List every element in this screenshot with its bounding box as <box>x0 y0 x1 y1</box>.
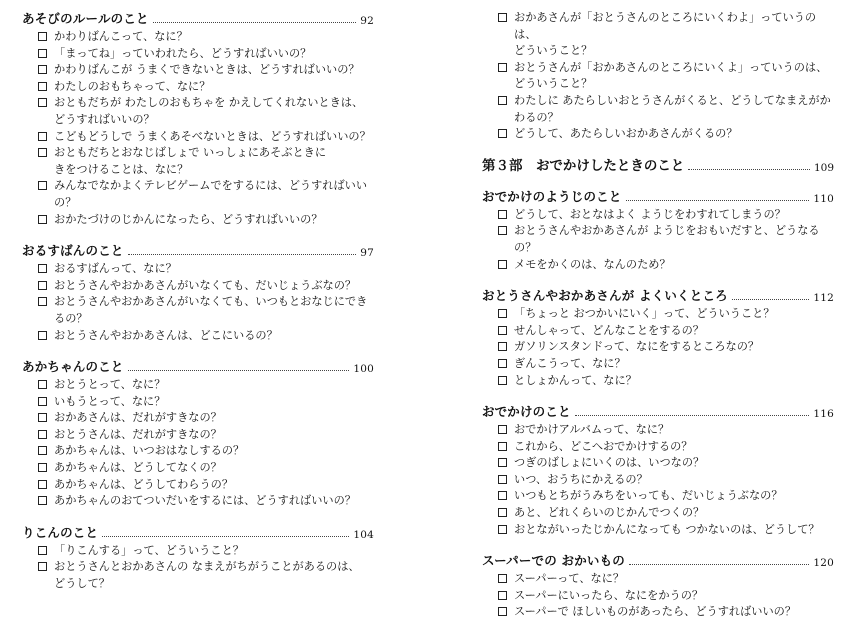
question-item <box>22 145 374 178</box>
question-item <box>22 543 374 560</box>
question-text: おるすばんって、なに？ <box>54 262 177 276</box>
question-item <box>22 278 374 295</box>
leader-dots <box>732 299 809 300</box>
checkbox-icon[interactable] <box>38 430 47 439</box>
question-item <box>482 455 834 472</box>
question-text: あかちゃんは、どうしてなくの？ <box>54 461 222 475</box>
question-text: おとうさんは、だれがすきなの？ <box>54 427 222 441</box>
question-text: あと、どれくらいのじかんでつくの？ <box>514 506 705 520</box>
question-item <box>22 559 374 592</box>
question-list <box>482 422 834 538</box>
question-item <box>482 60 834 93</box>
question-list <box>22 377 374 510</box>
question-text: わたしのおもちゃって、なに？ <box>54 79 211 93</box>
checkbox-icon[interactable] <box>498 376 507 385</box>
section-title: あかちゃんのこと <box>22 359 124 375</box>
question-item <box>22 394 374 411</box>
section-page-number: 92 <box>360 15 374 27</box>
question-item <box>482 323 834 340</box>
question-text: おとうさんとおかあさんの なまえがちがうことがあるのは、 どうして？ <box>54 560 360 591</box>
question-text: おともだちが わたしのおもちゃを かえしてくれないときは、 どうすればいいの？ <box>54 96 364 126</box>
question-text: おとうさんやおかあさんがいなくても、だいじょうぶなの？ <box>54 278 357 292</box>
question-list <box>22 543 374 593</box>
checkbox-icon[interactable] <box>498 508 507 517</box>
section-page-number: 110 <box>813 192 834 205</box>
question-text: おともだちとおなじばしょで いっしょにあそぶときに きをつけることは、なに？ <box>54 146 327 176</box>
question-item <box>22 29 374 46</box>
question-item <box>482 257 834 274</box>
question-text: おかあさんは、だれがすきなの？ <box>54 411 222 425</box>
part-page-number: 109 <box>813 161 834 174</box>
checkbox-icon[interactable] <box>38 413 47 422</box>
question-text: おとうさんやおかあさんが ようじをおもいだすと、どうなるの？ <box>514 224 820 254</box>
checkbox-icon[interactable] <box>38 281 47 290</box>
checkbox-icon[interactable] <box>498 475 507 484</box>
question-item <box>482 488 834 505</box>
question-text: 「りこんする」って、どういうこと？ <box>54 543 244 557</box>
question-list <box>482 207 834 273</box>
section-heading <box>22 522 374 541</box>
question-item <box>482 604 834 621</box>
question-item <box>22 460 374 477</box>
checkbox-icon[interactable] <box>498 63 507 72</box>
question-item <box>482 472 834 489</box>
checkbox-icon[interactable] <box>498 129 507 138</box>
question-item <box>482 422 834 439</box>
question-text: これから、どこへおでかけするの？ <box>514 439 693 453</box>
section-heading <box>482 550 834 569</box>
section-title: おでかけのようじのこと <box>482 188 622 204</box>
checkbox-icon[interactable] <box>498 491 507 500</box>
part-title: 第３部 おでかけしたときのこと <box>482 157 685 174</box>
section-page-number: 116 <box>813 408 834 421</box>
question-item <box>482 126 834 143</box>
checkbox-icon[interactable] <box>38 148 47 157</box>
question-item <box>482 439 834 456</box>
section-title: おるすばんのこと <box>22 243 124 259</box>
question-text: いもうとって、なに？ <box>54 394 166 408</box>
leader-dots <box>575 415 810 416</box>
section-heading <box>482 186 834 205</box>
section-title: おでかけのこと <box>482 404 571 420</box>
question-list <box>22 29 374 228</box>
question-item <box>22 377 374 394</box>
leader-dots <box>153 22 356 23</box>
question-item <box>22 129 374 146</box>
question-item <box>482 588 834 605</box>
question-text: わたしに あたらしいおとうさんがくると、どうしてなまえがかわるの？ <box>514 93 831 124</box>
question-text: としょかんって、なに？ <box>514 373 637 387</box>
question-text: いつもとちがうみちをいっても、だいじょうぶなの？ <box>514 489 783 503</box>
question-text: こどもどうしで うまくあそべないときは、どうすればいいの？ <box>54 129 371 143</box>
left-column <box>22 8 374 593</box>
question-list <box>482 306 834 389</box>
question-text: かわりばんこって、なに？ <box>54 30 188 43</box>
question-text: おとうとって、なに？ <box>54 378 166 392</box>
question-text: おとうさんやおかあさんがいなくても、いつもとおなじにできるの？ <box>54 295 368 325</box>
part-heading <box>482 155 834 174</box>
question-text: かわりばんこが うまくできないときは、どうすればいいの？ <box>54 63 360 77</box>
checkbox-icon[interactable] <box>38 215 47 224</box>
question-text: 「まってね」っていわれたら、どうすればいいの？ <box>54 46 312 60</box>
question-item <box>22 261 374 278</box>
question-text: どうして、おとなはよく ようじをわすれてしまうの？ <box>514 207 786 221</box>
section-title: おとうさんやおかあさんが よくいくところ <box>482 288 728 304</box>
question-item <box>22 328 374 345</box>
question-item <box>22 294 374 327</box>
question-text: あかちゃんは、いつおはなしするの？ <box>54 444 245 458</box>
question-item <box>22 427 374 444</box>
question-item <box>482 223 834 256</box>
section-page-number: 97 <box>360 247 374 260</box>
checkbox-icon[interactable] <box>498 525 507 534</box>
question-text: 「ちょっと おつかいにいく」って、どういうこと？ <box>514 307 775 321</box>
checkbox-icon[interactable] <box>38 380 47 389</box>
section-heading <box>22 8 374 27</box>
checkbox-icon[interactable] <box>38 331 47 340</box>
checkbox-icon[interactable] <box>498 326 507 335</box>
question-item <box>22 95 374 128</box>
question-text: おとながいったじかんになっても つかないのは、どうして？ <box>514 522 820 536</box>
question-text: いつ、おうちにかえるの？ <box>514 472 648 486</box>
question-text: つぎのばしょにいくのは、いつなの？ <box>514 456 705 470</box>
question-text: おとうさんやおかあさんは、どこにいるの？ <box>54 328 278 342</box>
checkbox-icon[interactable] <box>38 98 47 107</box>
checkbox-icon[interactable] <box>498 359 507 368</box>
question-item <box>22 477 374 494</box>
question-item <box>482 339 834 356</box>
checkbox-icon[interactable] <box>498 442 507 451</box>
checkbox-icon[interactable] <box>498 309 507 318</box>
checkbox-icon[interactable] <box>38 496 47 505</box>
checkbox-icon[interactable] <box>38 49 47 58</box>
checkbox-icon[interactable] <box>38 546 47 555</box>
checkbox-icon[interactable] <box>498 96 507 105</box>
checkbox-icon[interactable] <box>498 342 507 351</box>
checkbox-icon[interactable] <box>498 425 507 434</box>
question-text: あかちゃんのおてついだいをするには、どうすればいいの？ <box>54 494 356 508</box>
section-page-number: 112 <box>813 292 834 305</box>
question-text: ぎんこうって、なに？ <box>514 356 626 370</box>
question-item <box>482 207 834 224</box>
checkbox-icon[interactable] <box>38 446 47 455</box>
question-text: せんしゃって、どんなことをするの？ <box>514 323 704 337</box>
leader-dots <box>128 370 350 371</box>
question-item <box>22 443 374 460</box>
leader-dots <box>626 200 810 201</box>
checkbox-icon[interactable] <box>38 65 47 74</box>
question-item <box>482 505 834 522</box>
question-text: どうして、あたらしいおかあさんがくるの？ <box>514 127 738 141</box>
checkbox-icon[interactable] <box>38 562 47 571</box>
leader-dots <box>688 169 810 170</box>
question-item <box>22 212 374 229</box>
question-item <box>22 410 374 427</box>
question-text: メモをかくのは、なんのため？ <box>514 257 671 271</box>
question-item <box>22 178 374 211</box>
checkbox-icon[interactable] <box>38 132 47 141</box>
question-item <box>22 493 374 510</box>
checkbox-icon[interactable] <box>38 181 47 190</box>
checkbox-icon[interactable] <box>498 260 507 269</box>
section-title: スーパーでの おかいもの <box>482 553 626 569</box>
section-page-number: 120 <box>813 557 834 570</box>
section-heading <box>22 240 374 259</box>
section-heading <box>22 356 374 375</box>
section-heading <box>482 285 834 304</box>
question-text: スーパーにいったら、なにをかうの？ <box>514 588 704 602</box>
right-column <box>482 8 834 621</box>
checkbox-icon[interactable] <box>498 210 507 219</box>
continued-question-list <box>482 10 834 143</box>
question-text: おでかけアルバムって、なに？ <box>514 423 670 437</box>
checkbox-icon[interactable] <box>498 458 507 467</box>
checkbox-icon[interactable] <box>38 397 47 406</box>
checkbox-icon[interactable] <box>38 32 47 41</box>
checkbox-icon[interactable] <box>38 264 47 273</box>
question-text: ガソリンスタンドって、なにをするところなの？ <box>514 340 760 354</box>
question-item <box>482 373 834 390</box>
question-item <box>22 62 374 79</box>
question-text: あかちゃんは、どうしてわらうの？ <box>54 477 234 491</box>
section-page-number: 104 <box>353 528 374 541</box>
section-title: りこんのこと <box>22 524 99 540</box>
question-text: スーパーで ほしいものがあったら、どうすればいいの？ <box>514 605 797 619</box>
question-item <box>482 306 834 323</box>
question-item <box>482 10 834 60</box>
leader-dots <box>629 564 809 565</box>
section-title: あそびのルールのこと <box>22 11 149 26</box>
question-item <box>22 79 374 96</box>
section-page-number: 100 <box>353 363 374 376</box>
question-item <box>482 356 834 373</box>
checkbox-icon[interactable] <box>498 226 507 235</box>
question-list <box>22 261 374 344</box>
question-text: おかたづけのじかんになったら、どうすればいいの？ <box>54 212 323 226</box>
checkbox-icon[interactable] <box>498 607 507 616</box>
checkbox-icon[interactable] <box>38 463 47 472</box>
question-list <box>482 571 834 621</box>
right-sections <box>482 186 834 621</box>
checkbox-icon[interactable] <box>38 297 47 306</box>
section-heading <box>482 401 834 420</box>
question-text: みんなでなかよくテレビゲームでをするには、どうすればいいの？ <box>54 179 368 209</box>
question-item <box>22 46 374 63</box>
question-text: スーパーって、なに？ <box>514 572 625 586</box>
checkbox-icon[interactable] <box>38 480 47 489</box>
checkbox-icon[interactable] <box>498 574 507 583</box>
leader-dots <box>128 254 357 255</box>
question-text: おかあさんが「おとうさんのところにいくわよ」っていうのは、 どういうこと？ <box>514 11 817 58</box>
checkbox-icon[interactable] <box>498 13 507 22</box>
checkbox-icon[interactable] <box>498 591 507 600</box>
checkbox-icon[interactable] <box>38 82 47 91</box>
question-item <box>482 93 834 126</box>
question-text: おとうさんが「おかあさんのところにいくよ」っていうのは、 どういうこと？ <box>514 60 828 91</box>
question-item <box>482 571 834 588</box>
